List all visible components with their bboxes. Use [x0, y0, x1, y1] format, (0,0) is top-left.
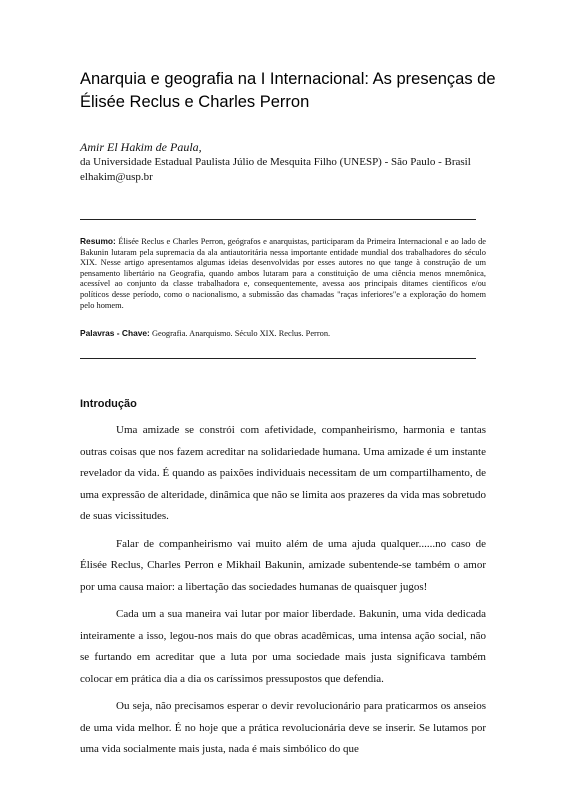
paragraph: Uma amizade se constrói com afetividade, companheirismo, harmonia e tantas outras coisas que nos fazem acreditar na solidariedade humana. Uma amizade é um instante revelador da vida. É quando as paixões individuais necessitam de um compartilhamento, de uma expressão de alteridade, dinâmica que não se limita aos prazeres da vida mas sobretudo de suas vicissitudes. [80, 424, 486, 522]
author-name: Amir El Hakim de Paula, [80, 140, 202, 154]
body-text [80, 420, 486, 767]
separator-line-top [80, 219, 476, 220]
abstract [80, 236, 486, 311]
section-heading: Introdução [80, 398, 137, 410]
author-email: elhakim@usp.br [80, 171, 153, 183]
keywords-text: Geografia. Anarquismo. Século XIX. Reclus. Perron. [151, 329, 331, 338]
keywords-label: Palavras - Chave: [80, 328, 150, 338]
abstract-text: Élisée Reclus e Charles Perron, geógrafos e anarquistas, participaram da Primeira Internacional e ao lado de Bakunin lutaram pela supremacia da ala antiautoritária nessa importante entidade mundial dos trabalhadores do século XIX. Nesse artigo apresentamos algumas ideias desenvolvidas por esses autores no que tange à construção de um pensamento libertário na Geografia, quando ambos lutaram para a constituição de uma ciência menos mnemônica, acessível ao conjunto da classe trabalhadora e, consequentemente, avessa aos principais ditames científicos e/ou políticos desse período, como o nacionalismo, a submissão das chamadas "raças inferiores"e a exploração do homem pelo homem. [80, 237, 486, 310]
separator-line-bottom [80, 358, 476, 359]
author-affiliation: da Universidade Estadual Paulista Júlio de Mesquita Filho (UNESP) - São Paulo - Brasil [80, 156, 471, 168]
keywords [80, 328, 486, 339]
paragraph: Ou seja, não precisamos esperar o devir revolucionário para praticarmos os anseios de uma vida melhor. É no hoje que a prática revolucionária deve se inserir. Se lutamos por uma vida socialmente mais justa, nada é mais simbólico do que [80, 700, 486, 755]
paragraph: Falar de companheirismo vai muito além de uma ajuda qualquer......no caso de Élisée Reclus, Charles Perron e Mikhail Bakunin, amizade subentende-se também o amor por uma causa maior: a libertação das sociedades humanas de quaisquer jugos! [80, 537, 486, 593]
abstract-label: Resumo: [80, 236, 116, 246]
author-block [80, 140, 490, 185]
paragraph: Cada um a sua maneira vai lutar por maior liberdade. Bakunin, uma vida dedicada inteiramente a isso, legou-nos mais do que obras acadêmicas, uma intensa ação social, não se furtando em acreditar que a luta por uma sociedade mais justa significava também colocar em prática dia a dia os caríssimos pressupostos que defendia. [80, 608, 486, 685]
paper-title: Anarquia e geografia na I Internacional: As presenças de Élisée Reclus e Charles Perron [80, 70, 496, 111]
